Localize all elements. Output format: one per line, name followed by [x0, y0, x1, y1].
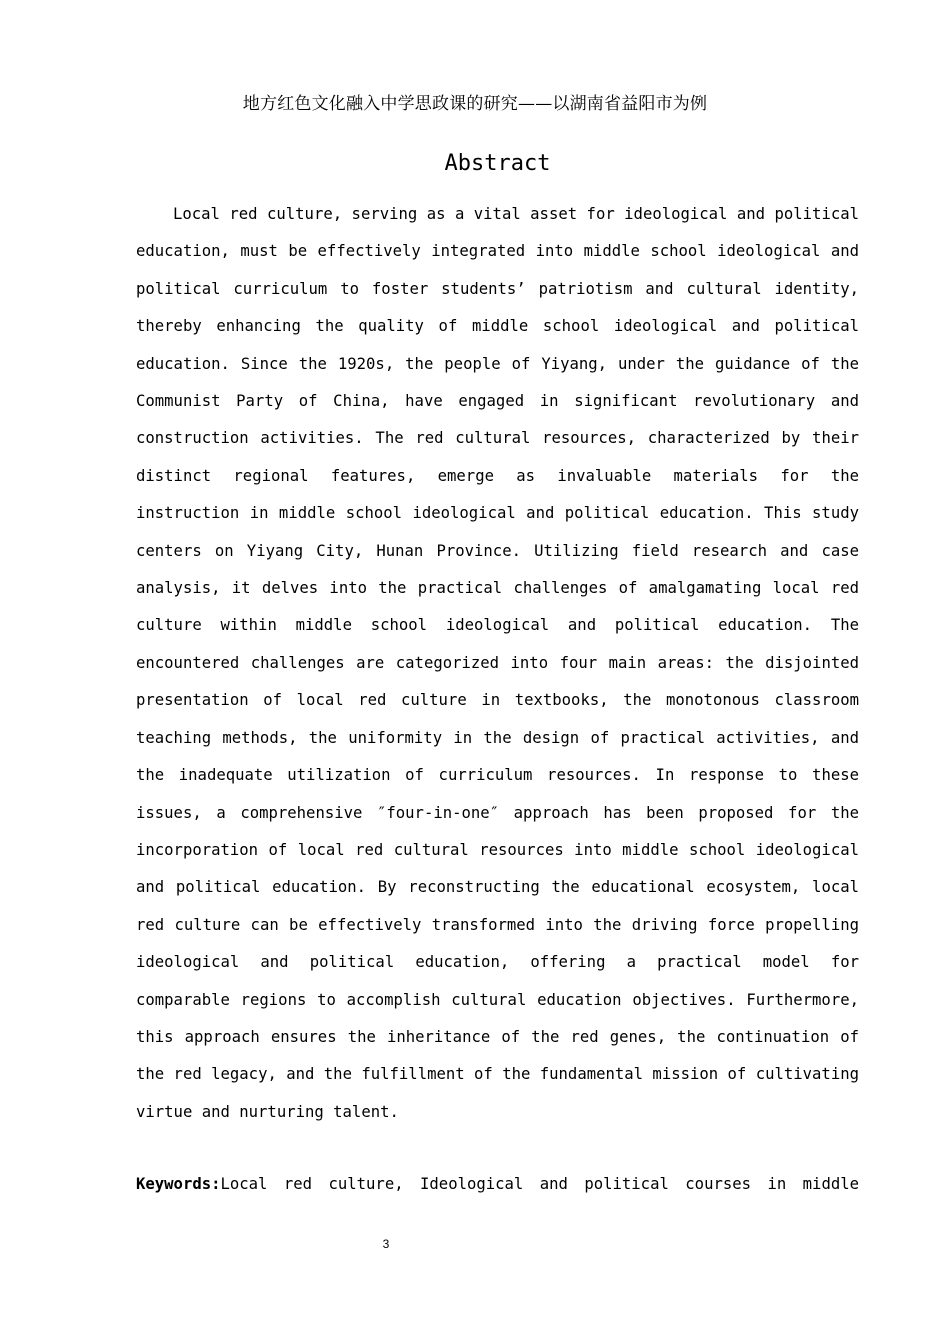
- abstract-body: Local red culture, serving as a vital asset for ideological and political education, must be effectively integrated into middle school ideological and political curriculum to foster students’ patriotism and cultural identity, thereby enhancing the quality of middle school ideological and political education. Since the 1920s, the people of Yiyang, under the guidance of the Communist Party of China, have engaged in significant revolutionary and construction activities. The red cultural resources, characterized by their distinct regional features, emerge as invaluable materials for the instruction in middle school ideological and political education. This study centers on Yiyang City, Hunan Province. Utilizing field research and case analysis, it delves into the practical challenges of amalgamating local red culture within middle school ideological and political education. The encountered challenges are categorized into four main areas: the disjointed presentation of local red culture in textbooks, the monotonous classroom teaching methods, the uniformity in the design of practical activities, and the inadequate utilization of curriculum resources. In response to these issues, a comprehensive ″four-in-one″ approach has been proposed for the incorporation of local red cultural resources into middle school ideological and political education. By reconstructing the educational ecosystem, local red culture can be effectively transformed into the driving force propelling ideological and political education, offering a practical model for comparable regions to accomplish cultural education objectives. Furthermore, this approach ensures the inheritance of the red genes, the continuation of the red legacy, and the fulfillment of the fundamental mission of cultivating virtue and nurturing talent.: [136, 205, 859, 1121]
- keywords-line: [136, 1168, 859, 1200]
- keywords-label: Keywords:: [136, 1175, 221, 1193]
- keywords-text: Local red culture, Ideological and political courses in middle: [220, 1175, 859, 1193]
- running-header-title: 地方红色文化融入中学思政课的研究——以湖南省益阳市为例: [242, 94, 708, 114]
- page-number: 3: [382, 1237, 390, 1251]
- abstract-heading: Abstract: [444, 151, 551, 176]
